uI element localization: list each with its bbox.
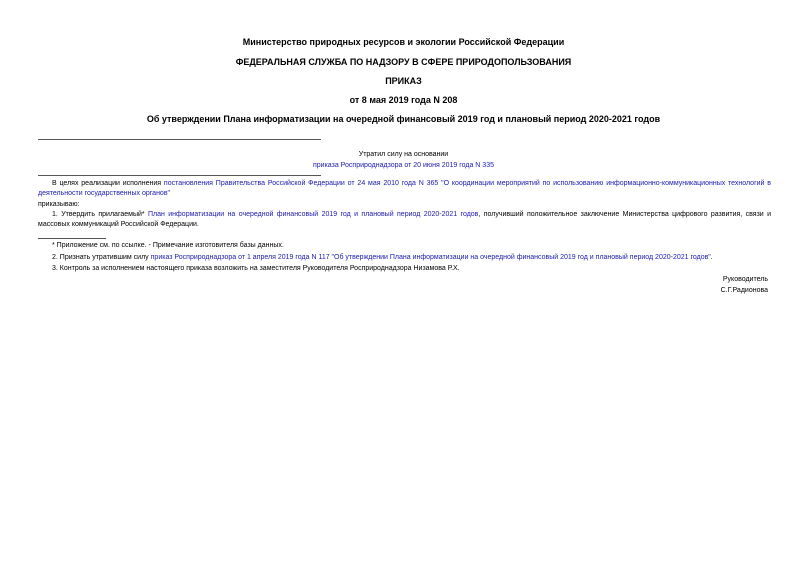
item-2-suffix: . [710, 254, 713, 261]
signature-name: С.Г.Радионова [720, 287, 768, 294]
footnote-divider [38, 238, 106, 239]
divider-top [38, 139, 321, 140]
date-number-heading: от 8 мая 2019 года N 208 [349, 95, 458, 105]
item-3-paragraph: 3. Контроль за исполнением настоящего приказа возложить на заместителя Руководителя Росприроднадзора Низамова Р.Х. [52, 265, 460, 272]
ministry-heading: Министерство природных ресурсов и экологии Российской Федерации [242, 37, 565, 47]
command-text: приказываю: [38, 201, 80, 208]
preamble-resolution-link[interactable]: постановления Правительства Российской Федерации от 24 мая 2010 года N 365 "О координации мероприятий по использованию информационно-коммуникационных технологий в деятельности государственных органов" [38, 180, 771, 197]
item-2-prefix: 2. Признать утратившим силу [52, 254, 151, 261]
preamble-prefix: В целях реализации исполнения [52, 180, 164, 187]
service-heading: ФЕДЕРАЛЬНАЯ СЛУЖБА ПО НАДЗОРУ В СФЕРЕ ПРИРОДОПОЛЬЗОВАНИЯ [235, 57, 572, 67]
document-title: Об утверждении Плана информатизации на очередной финансовый 2019 год и плановый период 2020-2021 годов [146, 114, 661, 124]
repeal-status-text: Утратил силу на основании [358, 151, 449, 158]
signature-position: Руководитель [722, 276, 768, 283]
item-1-prefix: 1. Утвердить прилагаемый* [52, 211, 148, 218]
doc-type-heading: ПРИКАЗ [385, 76, 422, 86]
item-1-plan-link[interactable]: План информатизации на очередной финансовый 2019 год и плановый период 2020-2021 годов [148, 211, 479, 218]
repeal-status-link[interactable]: приказа Росприроднадзора от 20 июня 2019 года N 335 [313, 162, 494, 169]
footnote-text: * Приложение см. по ссылке. - Примечание изготовителя базы данных. [52, 242, 284, 249]
item-1-suffix: , получивший положительное заключение Министерства цифрового развития, связи и массовых коммуникаций Российской Федерации. [38, 211, 771, 228]
item-2-paragraph [52, 253, 713, 263]
item-1-paragraph [38, 210, 771, 230]
divider-status [38, 175, 321, 176]
preamble-paragraph [38, 179, 771, 199]
item-2-order-link[interactable]: приказ Росприроднадзора от 1 апреля 2019 года N 117 "Об утверждении Плана информатизации на очередной финансовый 2019 год и плановый период 2020-2021 годов" [150, 254, 711, 261]
